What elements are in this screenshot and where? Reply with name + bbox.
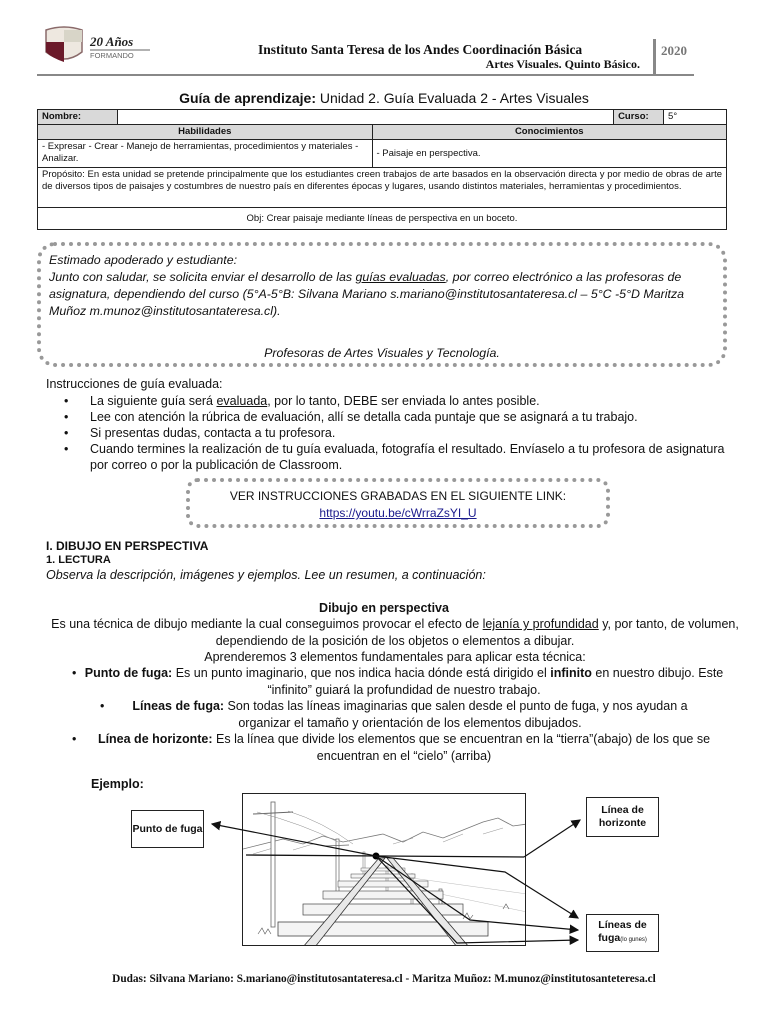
- definition-lineas-de-fuga: • Líneas de fuga: Son todas las líneas imaginarias que salen desde el punto de fuga, y nos ayudan a organizar el tamaño y orientación de los elementos dibujados.: [60, 698, 730, 731]
- table-row-content: [38, 140, 727, 168]
- video-link[interactable]: https://youtu.be/cWrraZsYI_U: [319, 506, 477, 520]
- institution-title: Instituto Santa Teresa de los Andes Coordinación Básica: [258, 42, 583, 57]
- reading-title: Dibujo en perspectiva: [319, 601, 449, 615]
- reading-paragraph-1: Es una técnica de dibujo mediante la cual conseguimos provocar el efecto de lejanía y profundidad y, por tanto, de volumen, dependiendo de la posición de los objetos o elementos a dibujar.: [51, 617, 739, 648]
- section-intro: Observa la descripción, imágenes y ejemplos. Lee un resumen, a continuación:: [46, 568, 486, 582]
- notice-signature: Profesoras de Artes Visuales y Tecnología.: [264, 346, 500, 360]
- notice-box: [37, 242, 727, 367]
- logo-text-top: 20 Años: [90, 34, 134, 49]
- nombre-label: Nombre:: [38, 110, 118, 125]
- guide-title: [0, 90, 768, 106]
- instructions-title: Instrucciones de guía evaluada:: [46, 377, 223, 391]
- table-row-headers: [38, 125, 727, 140]
- instructions-list: [64, 393, 728, 473]
- video-link-label: VER INSTRUCCIONES GRABADAS EN EL SIGUIENTE LINK:: [229, 489, 567, 503]
- footer-contact: Dudas: Silvana Mariano: S.mariano@institutosantateresa.cl - Maritza Muñoz: M.munoz@institutosanteteresa.cl: [112, 973, 656, 985]
- nombre-field[interactable]: [117, 110, 613, 125]
- table-row-nombre: [38, 110, 727, 125]
- notice-body: [49, 269, 715, 320]
- course-subtitle: Artes Visuales. Quinto Básico.: [485, 57, 640, 71]
- proposito-text: Propósito: En esta unidad se pretende principalmente que los estudiantes creen trabajos de arte basados en la observación directa y por medio de obras de arte de diversos tipos de paisajes y costumbres de nuestro país en diferentes épocas y lugares, usando distintos materiales, herramientas y procedimientos.: [38, 168, 727, 208]
- curso-label: Curso:: [614, 110, 664, 125]
- objetivo-text: Obj: Crear paisaje mediante líneas de perspectiva en un boceto.: [38, 208, 727, 230]
- notice-body-part1: Junto con saludar, se solicita enviar el desarrollo de las: [49, 270, 356, 284]
- info-table: [37, 109, 727, 230]
- definition-linea-de-horizonte: • Línea de horizonte: Es la línea que divide los elementos que se encuentran en la “tierra”(abajo) de los que se encuentran en el “cielo” (arriba): [60, 731, 730, 764]
- header-divider-vertical: [653, 39, 656, 75]
- video-link-box: [186, 478, 610, 528]
- definitions-list: [60, 665, 730, 764]
- list-item: • Si presentas dudas, contacta a tu profesora.: [64, 425, 728, 441]
- notice-greeting: Estimado apoderado y estudiante:: [49, 253, 238, 267]
- definition-punto-de-fuga: • Punto de fuga: Es un punto imaginario, que nos indica hacia dónde está dirigido el infinito en nuestro dibujo. Este “infinito” guiará la profundidad de nuestro trabajo.: [60, 665, 730, 698]
- table-row-proposito: [38, 168, 727, 208]
- section-heading: I. DIBUJO EN PERSPECTIVA: [46, 539, 209, 553]
- logo-text-bottom: FORMANDO: [90, 51, 134, 60]
- conocimientos-text: - Paisaje en perspectiva.: [372, 140, 727, 168]
- example-label: Ejemplo:: [91, 777, 144, 791]
- year-label: 2020: [661, 43, 687, 58]
- header-divider-horizontal: [37, 74, 694, 76]
- callout-lineas-de-fuga: Líneas de fuga(lo gunes): [586, 914, 659, 952]
- list-item: • Lee con atención la rúbrica de evaluación, allí se detalla cada puntaje que se asignará a tu trabajo.: [64, 409, 728, 425]
- notice-body-underlined: guías evaluadas: [355, 270, 446, 284]
- list-item: • La siguiente guía será evaluada, por lo tanto, DEBE ser enviada lo antes posible.: [64, 393, 728, 409]
- reading-body: [50, 616, 740, 666]
- notice-body-part2: , por correo electrónico a las profesoras de asignatura, dependiendo del curso (5°A-5°B: Silvana Mariano s.mariano@institutosantateresa.cl – 5°C -5°D Maritza Muñoz m.munoz@institutosantateresa.cl).: [49, 270, 685, 318]
- list-item: • Cuando termines la realización de tu guía evaluada, fotografía el resultado. Envíaselo a tu profesora de asignatura por correo o por la publicación de Classroom.: [64, 441, 728, 473]
- callout-punto-de-fuga: Punto de fuga: [131, 810, 204, 848]
- callout-lineas-small: (lo gunes): [620, 937, 647, 943]
- conocimientos-header: Conocimientos: [372, 125, 727, 140]
- habilidades-text: - Expresar - Crear - Manejo de herramientas, procedimientos y materiales - Analizar.: [38, 140, 373, 168]
- section-subheading: 1. LECTURA: [46, 554, 111, 566]
- habilidades-header: Habilidades: [38, 125, 373, 140]
- curso-value: 5°: [664, 110, 727, 125]
- guide-title-rest: Unidad 2. Guía Evaluada 2 - Artes Visuales: [316, 90, 589, 106]
- school-logo: [42, 22, 154, 68]
- reading-paragraph-2: Aprenderemos 3 elementos fundamentales para aplicar esta técnica:: [204, 650, 586, 664]
- perspective-drawing: [242, 793, 526, 946]
- callout-linea-de-horizonte: Línea de horizonte: [586, 797, 659, 837]
- table-row-objetivo: [38, 208, 727, 230]
- guide-title-bold: Guía de aprendizaje:: [179, 90, 317, 106]
